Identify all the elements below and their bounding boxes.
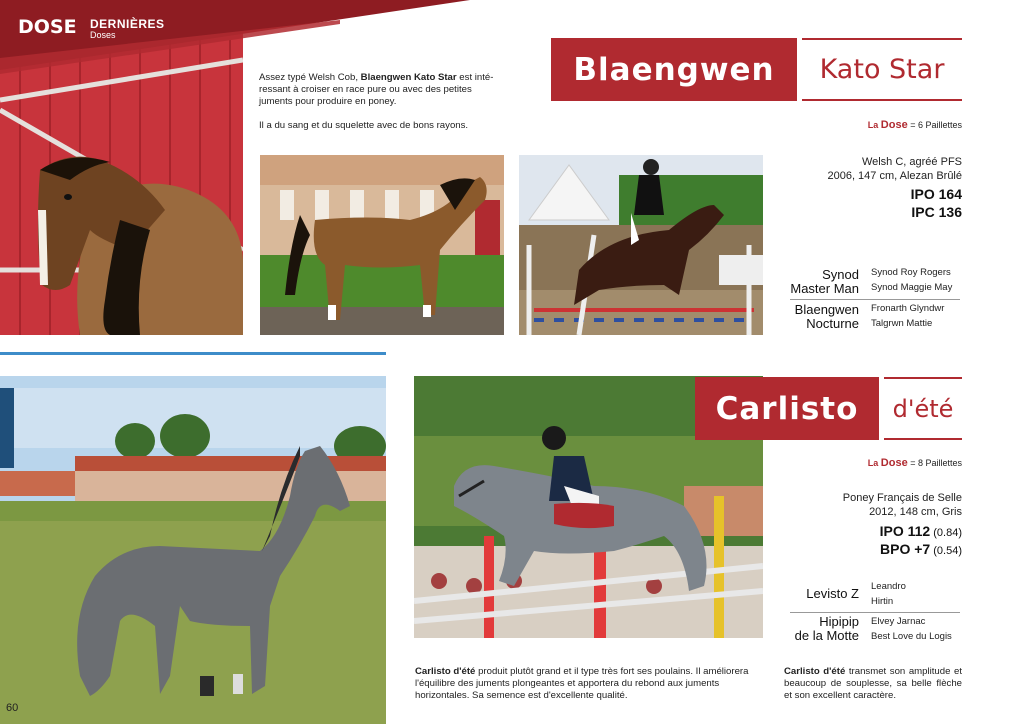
horse2-title-main: Carlisto: [695, 377, 879, 440]
horse1-sire-dam: Synod Maggie May: [871, 282, 953, 293]
horse1-details: 2006, 147 cm, Alezan Brûlé: [827, 170, 962, 182]
horse2-breed: Poney Français de Selle: [842, 492, 962, 504]
photo-horse1-jumping: [519, 155, 763, 335]
horse1-title-main: Blaengwen: [551, 38, 797, 101]
horse1-sire: Synod Master Man: [790, 267, 859, 296]
horse2-transmission: Carlisto d'été transmet son amplitude et beaucoup de souplesse, sa belle flèche et son excellent caractère.: [784, 666, 962, 701]
separator-line: [0, 352, 386, 355]
horse1-dam: Blaengwen Nocturne: [794, 302, 859, 331]
section-title: DOSE: [18, 16, 77, 38]
horse2-sire-dam: Hirtin: [871, 596, 894, 607]
horse1-dam-dam: Talgrwn Mattie: [871, 318, 933, 329]
horse2-pedigree-divider: [790, 612, 960, 613]
horse1-ipo: IPO 164: [910, 186, 962, 202]
horse1-dose: La Dose = 6 Paillettes: [867, 119, 962, 131]
horse1-breed: Welsh C, agréé PFS: [861, 156, 962, 168]
horse2-ipo: IPO 112 (0.84): [879, 523, 962, 539]
photo-horse2-standing: [0, 376, 386, 724]
horse2-sire: Levisto Z: [806, 586, 859, 601]
page-number: 60: [6, 702, 19, 714]
horse1-pedigree-divider: [790, 299, 960, 300]
horse1-sire-sire: Synod Roy Rogers: [871, 267, 951, 278]
horse2-dam-sire: Elvey Jarnac: [871, 616, 926, 627]
horse2-description: Carlisto d'été produit plutôt grand et il type très fort ses poulains. Il améliorera l'équilibre des juments plongeantes et apportera du rebond aux juments horizontales. Sa semence est d'excellente qualité.: [415, 666, 749, 701]
horse1-dam-sire: Fronarth Glyndwr: [871, 303, 945, 314]
horse1-title-rest: Kato Star: [802, 38, 962, 101]
photo-horse1-standing: [260, 155, 504, 335]
section-subtitle: DERNIÈRES: [90, 17, 165, 31]
horse2-dam-dam: Best Love du Logis: [871, 631, 952, 642]
horse2-title-rest: d'été: [884, 377, 962, 440]
horse2-details: 2012, 148 cm, Gris: [869, 506, 962, 518]
horse2-dose: La Dose = 8 Paillettes: [867, 457, 962, 469]
horse2-dam: Hipipip de la Motte: [794, 614, 859, 643]
horse1-intro-2: Il a du sang et du squelette avec de bons rayons.: [259, 120, 469, 131]
horse1-ipc: IPC 136: [911, 204, 962, 220]
horse2-sire-sire: Leandro: [871, 581, 906, 592]
horse2-bpo: BPO +7 (0.54): [880, 541, 962, 557]
horse1-intro: Assez typé Welsh Cob, Blaengwen Kato Star est inté-ressant à croiser en race pure ou avec des petites juments pour produire en poney.: [259, 72, 494, 107]
section-subtitle-2: Doses: [90, 30, 116, 40]
